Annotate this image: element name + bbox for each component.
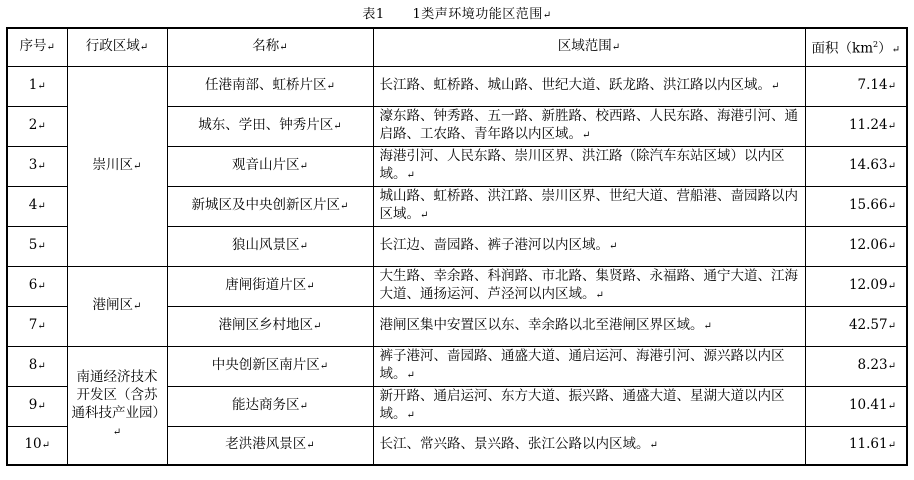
row-area: 11.24↵: [805, 106, 907, 146]
row-index: 7↵: [7, 306, 67, 346]
row-name: 能达商务区↵: [167, 386, 373, 426]
header-name: 名称↵: [167, 28, 373, 66]
row-index: 2↵: [7, 106, 67, 146]
row-index: 5↵: [7, 226, 67, 266]
row-range: 城山路、虹桥路、洪江路、崇川区界、世纪大道、营船港、啬园路以内区域。↵: [373, 186, 805, 226]
header-range: 区域范围↵: [373, 28, 805, 66]
row-index: 8↵: [7, 346, 67, 386]
row-area: 11.61↵: [805, 426, 907, 465]
noise-zone-table: [6, 27, 908, 466]
row-area: 12.06↵: [805, 226, 907, 266]
row-name: 新城区及中央创新区片区↵: [167, 186, 373, 226]
row-index: 3↵: [7, 146, 67, 186]
row-index: 10↵: [7, 426, 67, 465]
table-row: [7, 346, 907, 386]
row-area: 7.14↵: [805, 66, 907, 106]
row-name: 老洪港风景区↵: [167, 426, 373, 465]
paragraph-mark-icon: ↵: [542, 10, 552, 21]
row-area: 8.23↵: [805, 346, 907, 386]
header-district: 行政区域↵: [67, 28, 167, 66]
header-area: 面积$(km^2)↵$: [805, 28, 907, 66]
row-name: 城东、学田、钟秀片区↵: [167, 106, 373, 146]
table-row: [7, 66, 907, 106]
district-cell: 崇川区↵: [67, 66, 167, 266]
district-cell: 南通经济技术开发区（含苏通科技产业园）↵: [67, 346, 167, 465]
table-caption: [0, 3, 914, 22]
row-range: 长江、常兴路、景兴路、张江公路以内区域。↵: [373, 426, 805, 465]
row-index: 6↵: [7, 266, 67, 306]
row-range: 裤子港河、啬园路、通盛大道、通启运河、海港引河、源兴路以内区域。↵: [373, 346, 805, 386]
row-name: 港闸区乡村地区↵: [167, 306, 373, 346]
row-area: 12.09↵: [805, 266, 907, 306]
row-name: 狼山风景区↵: [167, 226, 373, 266]
caption-title: 1类声环境功能区范围: [412, 7, 543, 22]
row-range: 濠东路、钟秀路、五一路、新胜路、校西路、人民东路、海港引河、通启路、工农路、青年路以内区域。↵: [373, 106, 805, 146]
row-range: 海港引河、人民东路、崇川区界、洪江路（除汽车东站区域）以内区域。↵: [373, 146, 805, 186]
row-range: 长江边、啬园路、裤子港河以内区域。↵: [373, 226, 805, 266]
row-name: 任港南部、虹桥片区↵: [167, 66, 373, 106]
row-index: 1↵: [7, 66, 67, 106]
row-range: 港闸区集中安置区以东、幸余路以北至港闸区界区域。↵: [373, 306, 805, 346]
row-name: 唐闸街道片区↵: [167, 266, 373, 306]
header-index: 序号↵: [7, 28, 67, 66]
row-area: 15.66↵: [805, 186, 907, 226]
table-header-row: [7, 28, 907, 66]
row-name: 中央创新区南片区↵: [167, 346, 373, 386]
district-cell: 港闸区↵: [67, 266, 167, 346]
row-range: 长江路、虹桥路、城山路、世纪大道、跃龙路、洪江路以内区域。↵: [373, 66, 805, 106]
row-name: 观音山片区↵: [167, 146, 373, 186]
row-area: 42.57↵: [805, 306, 907, 346]
caption-label: 表1: [362, 7, 385, 22]
row-range: 新开路、通启运河、东方大道、振兴路、通盛大道、星湖大道以内区域。↵: [373, 386, 805, 426]
table-row: [7, 266, 907, 306]
row-index: 4↵: [7, 186, 67, 226]
row-range: 大生路、幸余路、科润路、市北路、集贤路、永福路、通宁大道、江海大道、通扬运河、芦泾河以内区域。↵: [373, 266, 805, 306]
row-area: 10.41↵: [805, 386, 907, 426]
row-index: 9↵: [7, 386, 67, 426]
row-area: 14.63↵: [805, 146, 907, 186]
